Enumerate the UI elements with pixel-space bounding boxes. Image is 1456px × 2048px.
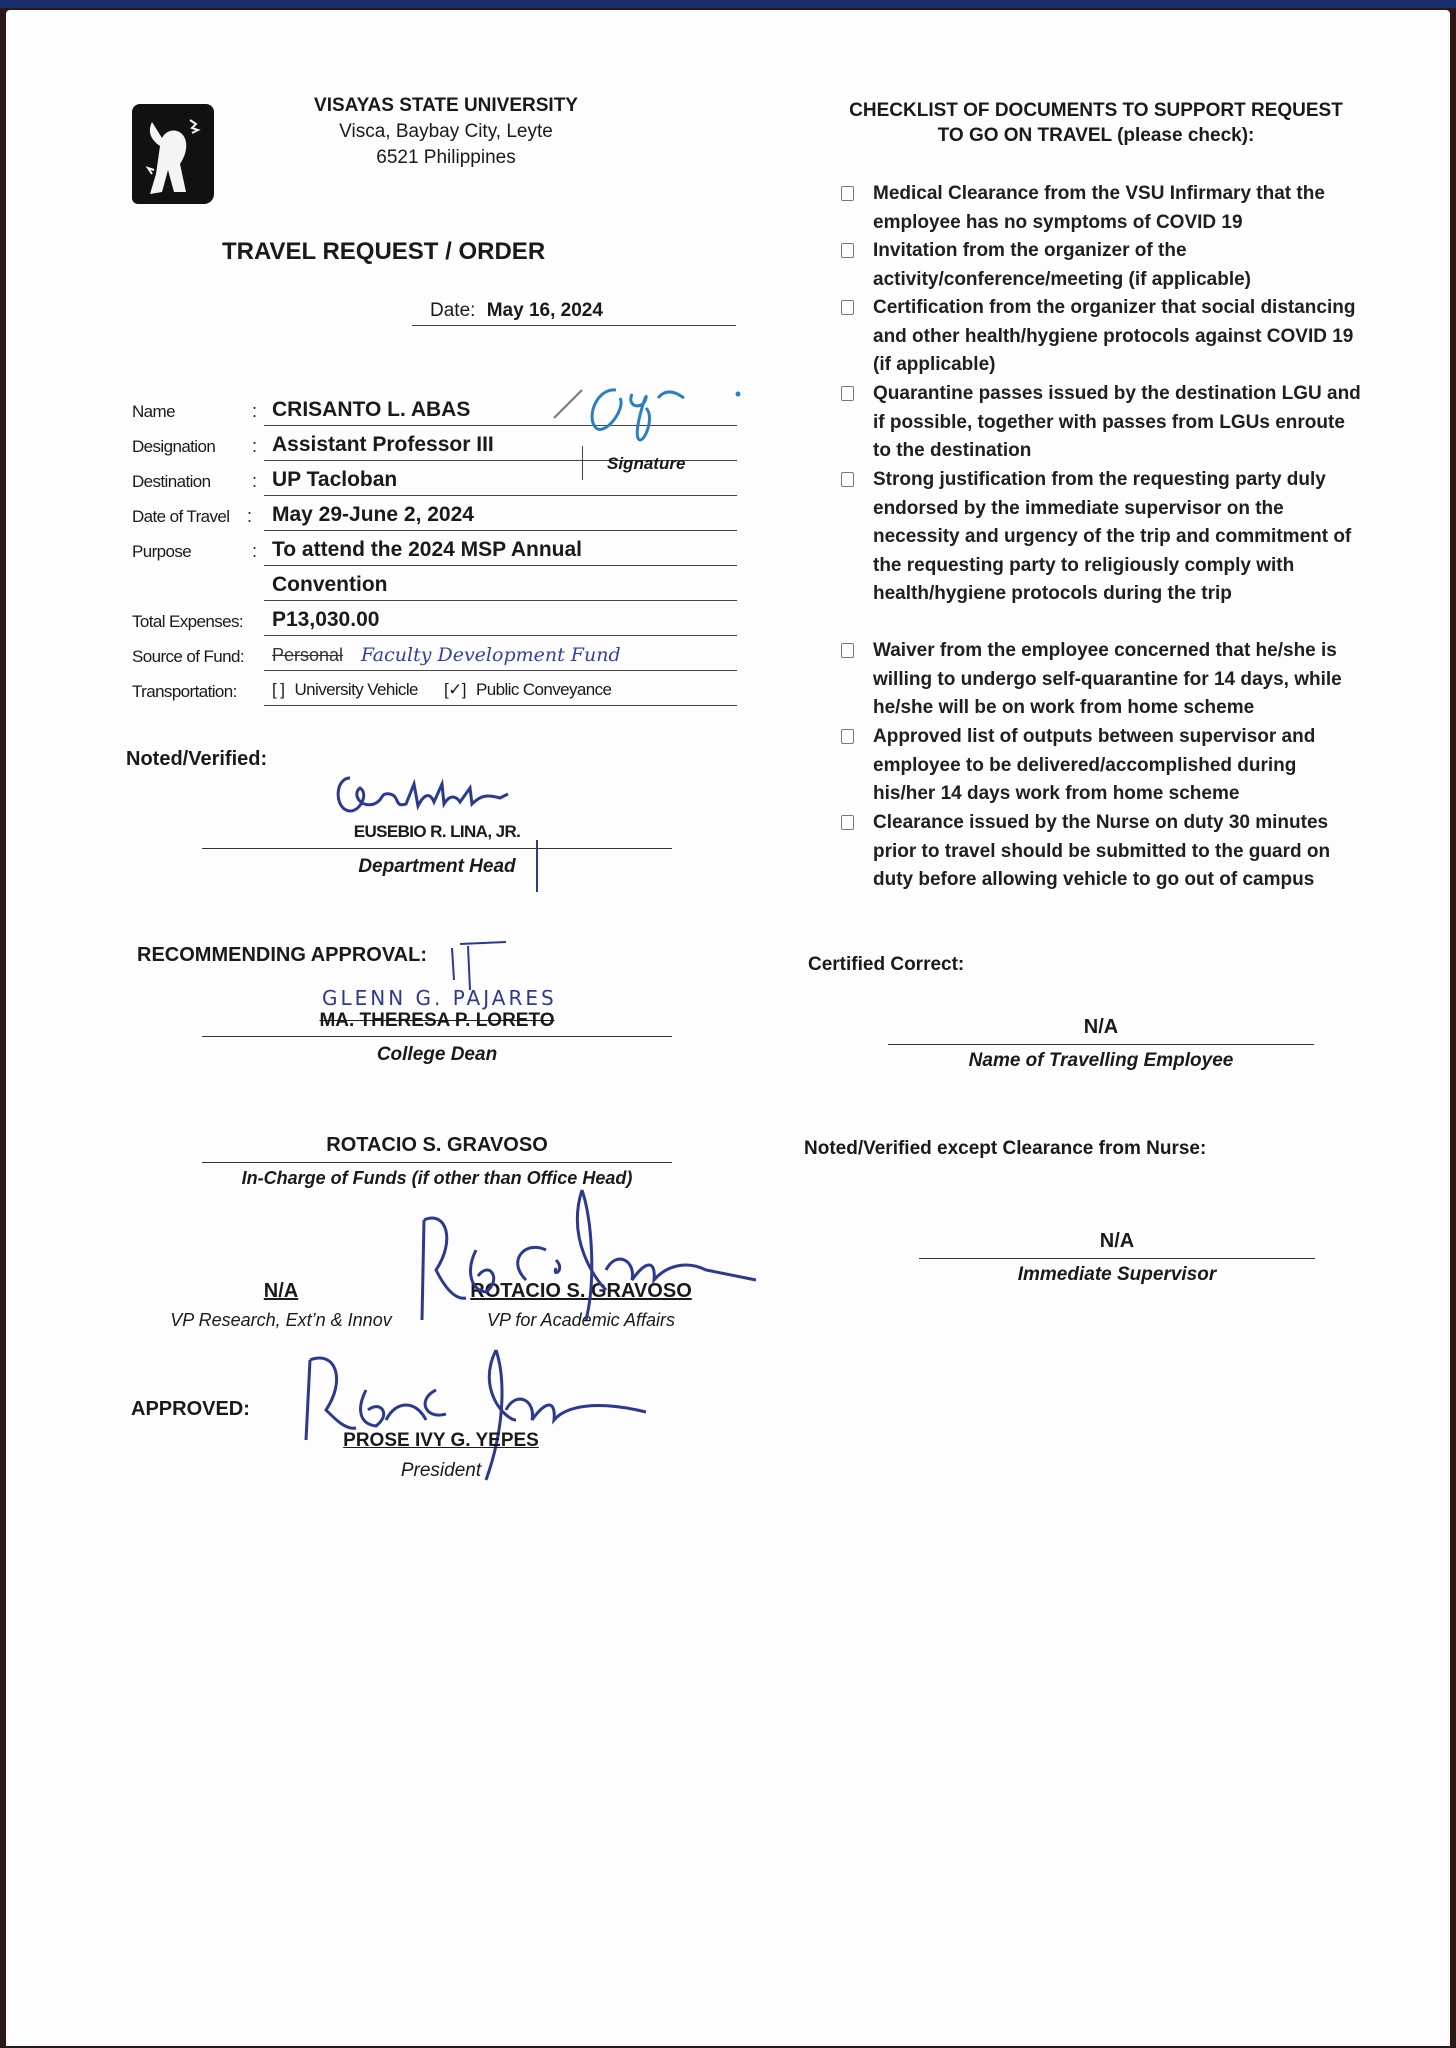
university-name: VISAYAS STATE UNIVERSITY [314,95,578,116]
checklist-item: Clearance issued by the Nurse on duty 30 minutes prior to travel should be submitted to the guard on duty before allowing vehicle to go out of campus [841,809,1361,895]
university-header [306,93,586,171]
checklist-checkbox[interactable] [841,243,854,258]
immediate-supervisor-name: N/A [1099,1230,1135,1252]
designation-label: Designation [132,437,216,456]
destination-value[interactable]: UP Tacloban [264,463,737,496]
date-value: May 16, 2024 [486,300,603,321]
source-of-fund-value[interactable] [264,638,737,671]
name-field: Name : CRISANTO L. ABAS [132,392,737,426]
transportation-label: Transportation: [132,682,237,701]
date-of-travel-value[interactable]: May 29-June 2, 2024 [264,498,737,531]
funds-officer-title: In-Charge of Funds (if other than Office Head) [241,1168,633,1188]
public-conveyance-label: Public Conveyance [476,680,612,699]
name-value[interactable]: CRISANTO L. ABAS [264,393,737,426]
document-page [6,10,1450,2046]
approved-label: APPROVED: [131,1398,250,1420]
total-expenses-field [132,602,737,636]
recommending-approval-label: RECOMMENDING APPROVAL: [137,944,427,966]
purpose-label: Purpose [132,542,192,561]
dean-struck-name: MA. THERESA P. LORETO [319,1010,555,1031]
date-of-travel-field: Date of Travel : May 29-June 2, 2024 [132,497,737,531]
noted-except-nurse-label: Noted/Verified except Clearance from Nurse: [804,1138,1207,1159]
checklist-checkbox[interactable] [841,729,854,744]
destination-field: Destination : UP Tacloban [132,462,737,496]
purpose-field-line2 [132,567,737,601]
university-vehicle-checkbox[interactable]: [ ] [272,680,285,699]
president-title: President [400,1460,482,1481]
dept-head-signature [330,764,540,829]
checklist-item: Approved list of outputs between supervisor and employee to be delivered/accomplished during his/her 14 days work from home scheme [841,723,1361,809]
checklist-checkbox[interactable] [841,300,854,315]
checklist-item: Medical Clearance from the VSU Infirmary that the employee has no symptoms of COVID 19 [841,180,1361,237]
vp-academic-title: VP for Academic Affairs [486,1310,676,1330]
signature-caption: Signature [607,454,686,473]
purpose-field: Purpose : To attend the 2024 MSP Annual [132,532,737,566]
vp-research-name: N/A [263,1280,299,1302]
checklist-checkbox[interactable] [841,386,854,401]
address-line-1: Visca, Baybay City, Leyte [339,121,553,142]
total-expenses-value[interactable]: P13,030.00 [264,603,737,636]
date-field [412,300,736,326]
address-line-2: 6521 Philippines [376,147,516,168]
checklist-item: Invitation from the organizer of the activity/conference/meeting (if applicable) [841,237,1361,294]
public-conveyance-checkbox[interactable]: [✓] [444,680,466,699]
dept-head-name: EUSEBIO R. LINA, JR. [353,822,521,841]
noted-verified-label: Noted/Verified: [126,748,268,770]
president-name: PROSE IVY G. YEPES [343,1430,539,1451]
dean-title: College Dean [376,1044,498,1065]
source-of-fund-label: Source of Fund: [132,647,244,666]
travelling-employee-name: N/A [1083,1016,1119,1038]
checklist-checkbox[interactable] [841,815,854,830]
funds-officer-name: ROTACIO S. GRAVOSO [326,1134,548,1156]
dean-handwritten-name: GLENN G. PAJARES [322,986,557,1010]
destination-label: Destination [132,472,211,491]
checklist-checkbox[interactable] [841,643,854,658]
applicant-signature [546,368,746,453]
name-label: Name [132,402,175,421]
form-title: TRAVEL REQUEST / ORDER [222,238,546,265]
designation-field: Designation : Assistant Professor III [132,427,737,461]
checklist-item: Quarantine passes issued by the destination LGU and if possible, together with passes from LGUs enroute to the destination [841,380,1361,466]
source-of-fund-field [132,637,737,671]
checklist-checkbox[interactable] [841,186,854,201]
checklist-item: Waiver from the employee concerned that he/she is willing to undergo self-quarantine for 14 days, while he/she will be on work from home scheme [841,637,1361,723]
transportation-field [132,672,737,706]
source-of-fund-struck: Personal [272,645,344,665]
date-of-travel-label: Date of Travel [132,507,230,526]
vp-academic-signature [406,1180,766,1355]
immediate-supervisor-title: Immediate Supervisor [1017,1264,1217,1285]
certified-correct-label: Certified Correct: [808,954,965,975]
transportation-options [264,673,737,706]
source-of-fund-handwritten: Faculty Development Fund [360,644,621,666]
vp-academic-name: ROTACIO S. GRAVOSO [470,1280,692,1302]
purpose-value-line2[interactable]: Convention [264,568,737,601]
checklist-title: CHECKLIST OF DOCUMENTS TO SUPPORT REQUEST TO GO ON TRAVEL (please check): [849,100,1343,146]
total-expenses-label: Total Expenses: [132,612,244,631]
vp-research-title: VP Research, Ext’n & Innov [170,1310,392,1330]
checklist-checkbox[interactable] [841,472,854,487]
travelling-employee-title: Name of Travelling Employee [968,1050,1234,1071]
university-vehicle-label: University Vehicle [294,680,418,699]
purpose-value-line1[interactable]: To attend the 2024 MSP Annual [264,533,737,566]
date-label: Date: [430,300,476,321]
dept-head-title: Department Head [358,856,516,877]
designation-value[interactable]: Assistant Professor III [264,428,737,461]
checklist-item: Strong justification from the requesting party duly endorsed by the immediate supervisor on the necessity and urgency of the trip and commitment of the requesting party to religiously comply with health/hygiene protocols during the trip [841,466,1361,609]
vsu-logo-icon [132,104,214,204]
checklist-item: Certification from the organizer that social distancing and other health/hygiene protocols against COVID 19 (if applicable) [841,294,1361,380]
